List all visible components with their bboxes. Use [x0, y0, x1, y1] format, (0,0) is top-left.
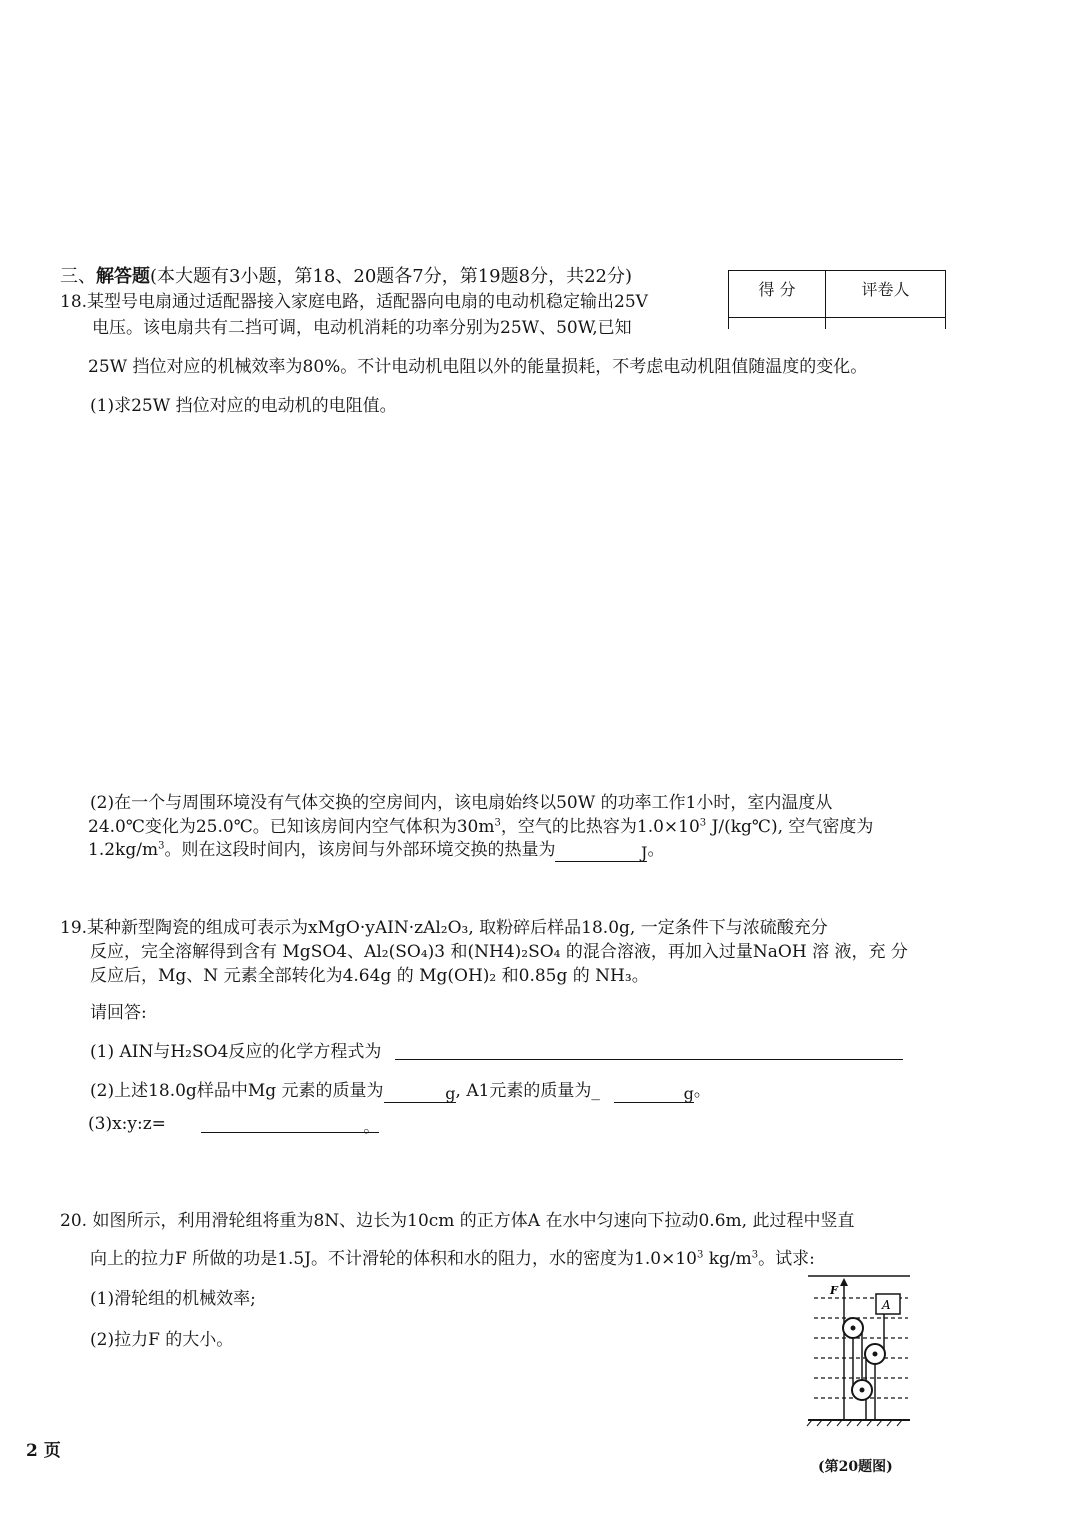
score-table-grader-header: 评卷人 [826, 271, 945, 318]
section-heading: 解答题 [96, 266, 150, 287]
q18-part-2-end: 。 [647, 840, 665, 860]
q18-part-2-line-2-b: ，空气的比热容为1.0×10 [500, 817, 700, 837]
q19-mg-unit: g [445, 1084, 456, 1103]
superscript: 3 [696, 1249, 704, 1261]
q19-part-2-b: , A1元素的质量为_ [455, 1081, 600, 1101]
q19-part-2 [90, 1076, 711, 1103]
q19-mg-mass-answer-blank[interactable] [384, 1084, 456, 1103]
q19-part-1-text: (1) AIN与H₂SO4反应的化学方程式为 [90, 1042, 382, 1062]
q19-part-3-text: (3)x:y:z= [88, 1114, 166, 1134]
page-number: 2 页 [26, 1441, 61, 1461]
figure-caption: (第20题图) [818, 1459, 893, 1475]
section-prefix: 三、 [60, 266, 96, 287]
q18-heat-answer-blank[interactable] [555, 843, 647, 862]
q19-part-3 [88, 1114, 379, 1134]
q18-heat-unit: J [641, 843, 648, 862]
superscript: 3 [699, 817, 707, 829]
q19-al-unit: g [683, 1084, 694, 1103]
q20-line-1: 20. 如图所示，利用滑轮组将重为8N、边长为10cm 的正方体A 在水中匀速向下拉动0.6m, 此过程中竖直 [60, 1211, 855, 1231]
q18-line-1: 18.某型号电扇通过适配器接入家庭电路，适配器向电扇的电动机稳定输出25V [60, 292, 648, 312]
force-label: F [830, 1284, 838, 1297]
q18-part-2-line-3-b: 。则在这段时间内，该房间与外部环境交换的热量为 [164, 840, 556, 860]
q19-line-2: 反应，完全溶解得到含有 MgSO4、Al₂(SO₄)3 和(NH4)₂SO₄ 的混合溶液，再加入过量NaOH 溶 液，充 分 [90, 942, 908, 962]
q20-line-2 [90, 1244, 815, 1269]
q20-part-2: (2)拉力F 的大小。 [90, 1330, 234, 1350]
q19-ratio-answer-blank[interactable] [201, 1114, 380, 1136]
force-arrow [840, 1278, 848, 1286]
q18-part-2-line-3-a: 1.2kg/m [88, 840, 159, 860]
score-table-score-header: 得 分 [729, 271, 826, 318]
q19-part-2-a: (2)上述18.0g样品中Mg 元素的质量为 [90, 1081, 384, 1101]
q20-line-2-c: 。试求: [758, 1249, 815, 1269]
q18-part-1: (1)求25W 挡位对应的电动机的电阻值。 [90, 396, 397, 416]
q19-part-2-end: 。 [693, 1081, 711, 1101]
q18-line-3: 25W 挡位对应的机械效率为80%。不计电动机电阻以外的能量损耗，不考虑电动机阻值随温度的变化。 [88, 357, 868, 377]
q19-ratio-end: 。 [363, 1117, 380, 1136]
score-table [728, 270, 946, 329]
section-note: (本大题有3小题，第18、20题各7分，第19题8分，共22分) [150, 266, 633, 287]
section-title [60, 262, 632, 288]
q19-equation-answer-blank[interactable] [395, 1041, 903, 1060]
score-table-divider [825, 317, 826, 329]
q18-part-2-line-3 [88, 835, 664, 862]
q18-part-2-line-2-c: J/(kg℃), 空气密度为 [706, 817, 874, 837]
block-a-label: A [882, 1298, 891, 1312]
q19-part-1 [90, 1037, 903, 1062]
q18-part-2-line-2 [88, 812, 873, 837]
superscript: 3 [494, 817, 501, 829]
q18-part-2-line-1: (2)在一个与周围环境没有气体交换的空房间内，该电扇始终以50W 的功率工作1小时，室内温度从 [90, 793, 833, 813]
q20-line-2-a: 向上的拉力F 所做的功是1.5J。不计滑轮的体积和水的阻力，水的密度为1.0×10 [90, 1249, 697, 1269]
q19-prompt: 请回答: [90, 1003, 147, 1023]
q19-line-3: 反应后，Mg、N 元素全部转化为4.64g 的 Mg(OH)₂ 和0.85g 的 NH₃。 [90, 966, 649, 986]
q18-part-2-line-2-a: 24.0℃变化为25.0℃。已知该房间内空气体积为30m [88, 817, 495, 837]
pulley-diagram [800, 1270, 915, 1435]
superscript: 3 [751, 1249, 759, 1261]
q20-part-1: (1)滑轮组的机械效率; [90, 1289, 256, 1309]
superscript: 3 [158, 840, 165, 852]
q18-line-2: 电压。该电扇共有二挡可调，电动机消耗的功率分别为25W、50W,已知 [92, 318, 632, 338]
q19-line-1: 19.某种新型陶瓷的组成可表示为xMgO·yAIN·zAl₂O₃, 取粉碎后样品18.0g, 一定条件下与浓硫酸充分 [60, 918, 828, 938]
q19-al-mass-answer-blank[interactable] [614, 1084, 694, 1103]
q20-line-2-b: kg/m [703, 1249, 752, 1269]
